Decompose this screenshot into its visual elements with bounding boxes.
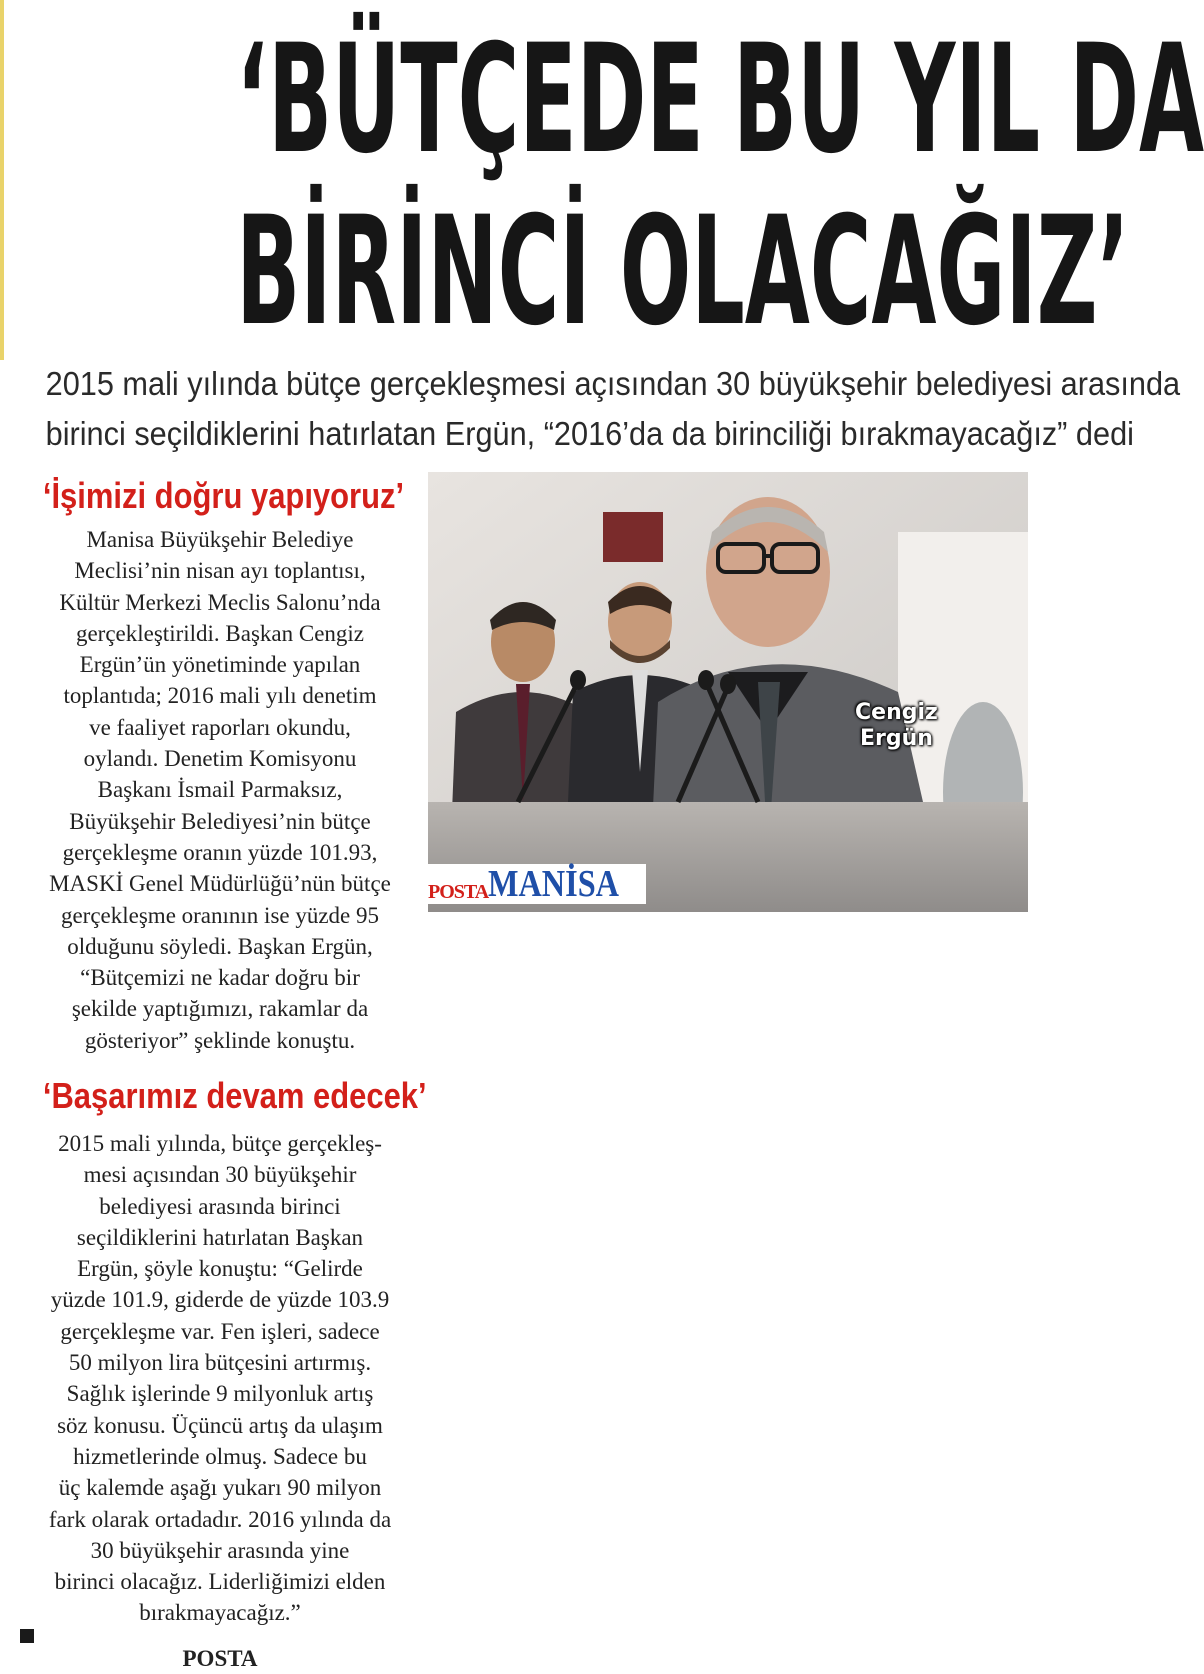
body-line: Ergün’ün yönetiminde yapılan <box>79 652 361 678</box>
body-line: Başkanı İsmail Parmaksız, <box>97 777 343 803</box>
body-line: toplantıda; 2016 mali yılı denetim <box>63 683 377 709</box>
meeting-photo-illustration <box>428 472 1028 912</box>
body-line: gerçekleşme var. Fen işleri, sadece <box>60 1318 380 1344</box>
subheadline-line-2: birinci seçildiklerini hatırlatan Ergün, “2016’da da birinciliği bırakmayacağız” dedi <box>45 415 1134 452</box>
body-line: ve faaliyet raporları okundu, <box>89 714 351 740</box>
body-line-final <box>14 1597 426 1674</box>
body-line: oylandı. Denetim Komisyonu <box>83 746 357 772</box>
body-line: Meclisi’nin nisan ayı toplantısı, <box>74 558 366 584</box>
body-line: MASKİ Genel Müdürlüğü’nün bütçe <box>49 871 391 897</box>
section-2-title: ‘Başarımız devam edecek’ <box>42 1075 427 1116</box>
article-signature: POSTA <box>182 1645 258 1671</box>
body-line: “Bütçemizi ne kadar doğru bir <box>80 965 360 991</box>
photo-caption <box>855 700 938 752</box>
body-line: Kültür Merkezi Meclis Salonu’nda <box>59 589 381 615</box>
body-line: 30 büyükşehir arasında yine <box>90 1537 350 1563</box>
section-2-body <box>14 1128 426 1674</box>
page-edge-strip <box>0 0 4 360</box>
body-line: Sağlık işlerinde 9 milyonluk artış <box>66 1381 374 1407</box>
body-line: hizmetlerinde olmuş. Sadece bu <box>73 1443 367 1469</box>
posta-manisa-logo <box>424 864 646 904</box>
article-photo <box>428 472 1028 912</box>
headline-line-2: BİRİNCİ OLACAĞIZ’ <box>236 185 1130 359</box>
body-line: söz konusu. Üçüncü artış da ulaşım <box>57 1412 383 1438</box>
body-line: birinci olacağız. Liderliğimizi elden <box>54 1569 386 1595</box>
body-last-line: bırakmayacağız.” <box>139 1600 301 1626</box>
headline-line-1: ‘BÜTÇEDE BU YIL DA <box>236 13 1204 187</box>
body-line: gerçekleştirildi. Başkan Cengiz <box>75 620 365 646</box>
subheadline-line-1: 2015 mali yılında bütçe gerçekleşmesi açısından 30 büyükşehir belediyesi arasında <box>45 365 1181 402</box>
body-line: mesi açısından 30 büyükşehir <box>83 1162 357 1188</box>
body-line: Manisa Büyükşehir Belediye <box>86 527 354 552</box>
body-line: gerçekleşme oranın yüzde 101.93, <box>62 839 378 865</box>
caption-line-2: Ergün <box>859 726 933 751</box>
body-line: Büyükşehir Belediyesi’nin bütçe <box>69 808 371 834</box>
body-line: gerçekleşme oranının ise yüzde 95 <box>60 902 380 928</box>
body-line: 50 milyon lira bütçesini artırmış. <box>68 1350 372 1376</box>
body-line: seçildiklerini hatırlatan Başkan <box>76 1224 364 1250</box>
body-line: belediyesi arasında birinci <box>99 1193 341 1219</box>
body-line: olduğunu söyledi. Başkan Ergün, <box>67 933 373 959</box>
body-line: 2015 mali yılında, bütçe gerçekleş- <box>58 1131 382 1156</box>
logo-manisa-text: MANİSA <box>488 863 620 905</box>
section-1-title: ‘İşimizi doğru yapıyoruz’ <box>42 475 405 516</box>
body-line: Ergün, şöyle konuştu: “Gelirde <box>77 1256 363 1282</box>
logo-posta-text: POSTA <box>428 881 489 903</box>
body-line: üç kalemde aşağı yukarı 90 milyon <box>58 1475 382 1501</box>
section-1-body <box>14 524 426 1056</box>
caption-line-1: Cengiz <box>855 700 938 725</box>
body-line: şekilde yaptığımızı, rakamlar da <box>71 996 369 1022</box>
body-line: fark olarak ortadadır. 2016 yılında da <box>48 1506 392 1532</box>
body-line: yüzde 101.9, giderde de yüzde 103.9 <box>50 1287 390 1313</box>
end-square-icon <box>20 1629 34 1643</box>
body-line: gösteriyor” şeklinde konuştu. <box>84 1027 356 1053</box>
